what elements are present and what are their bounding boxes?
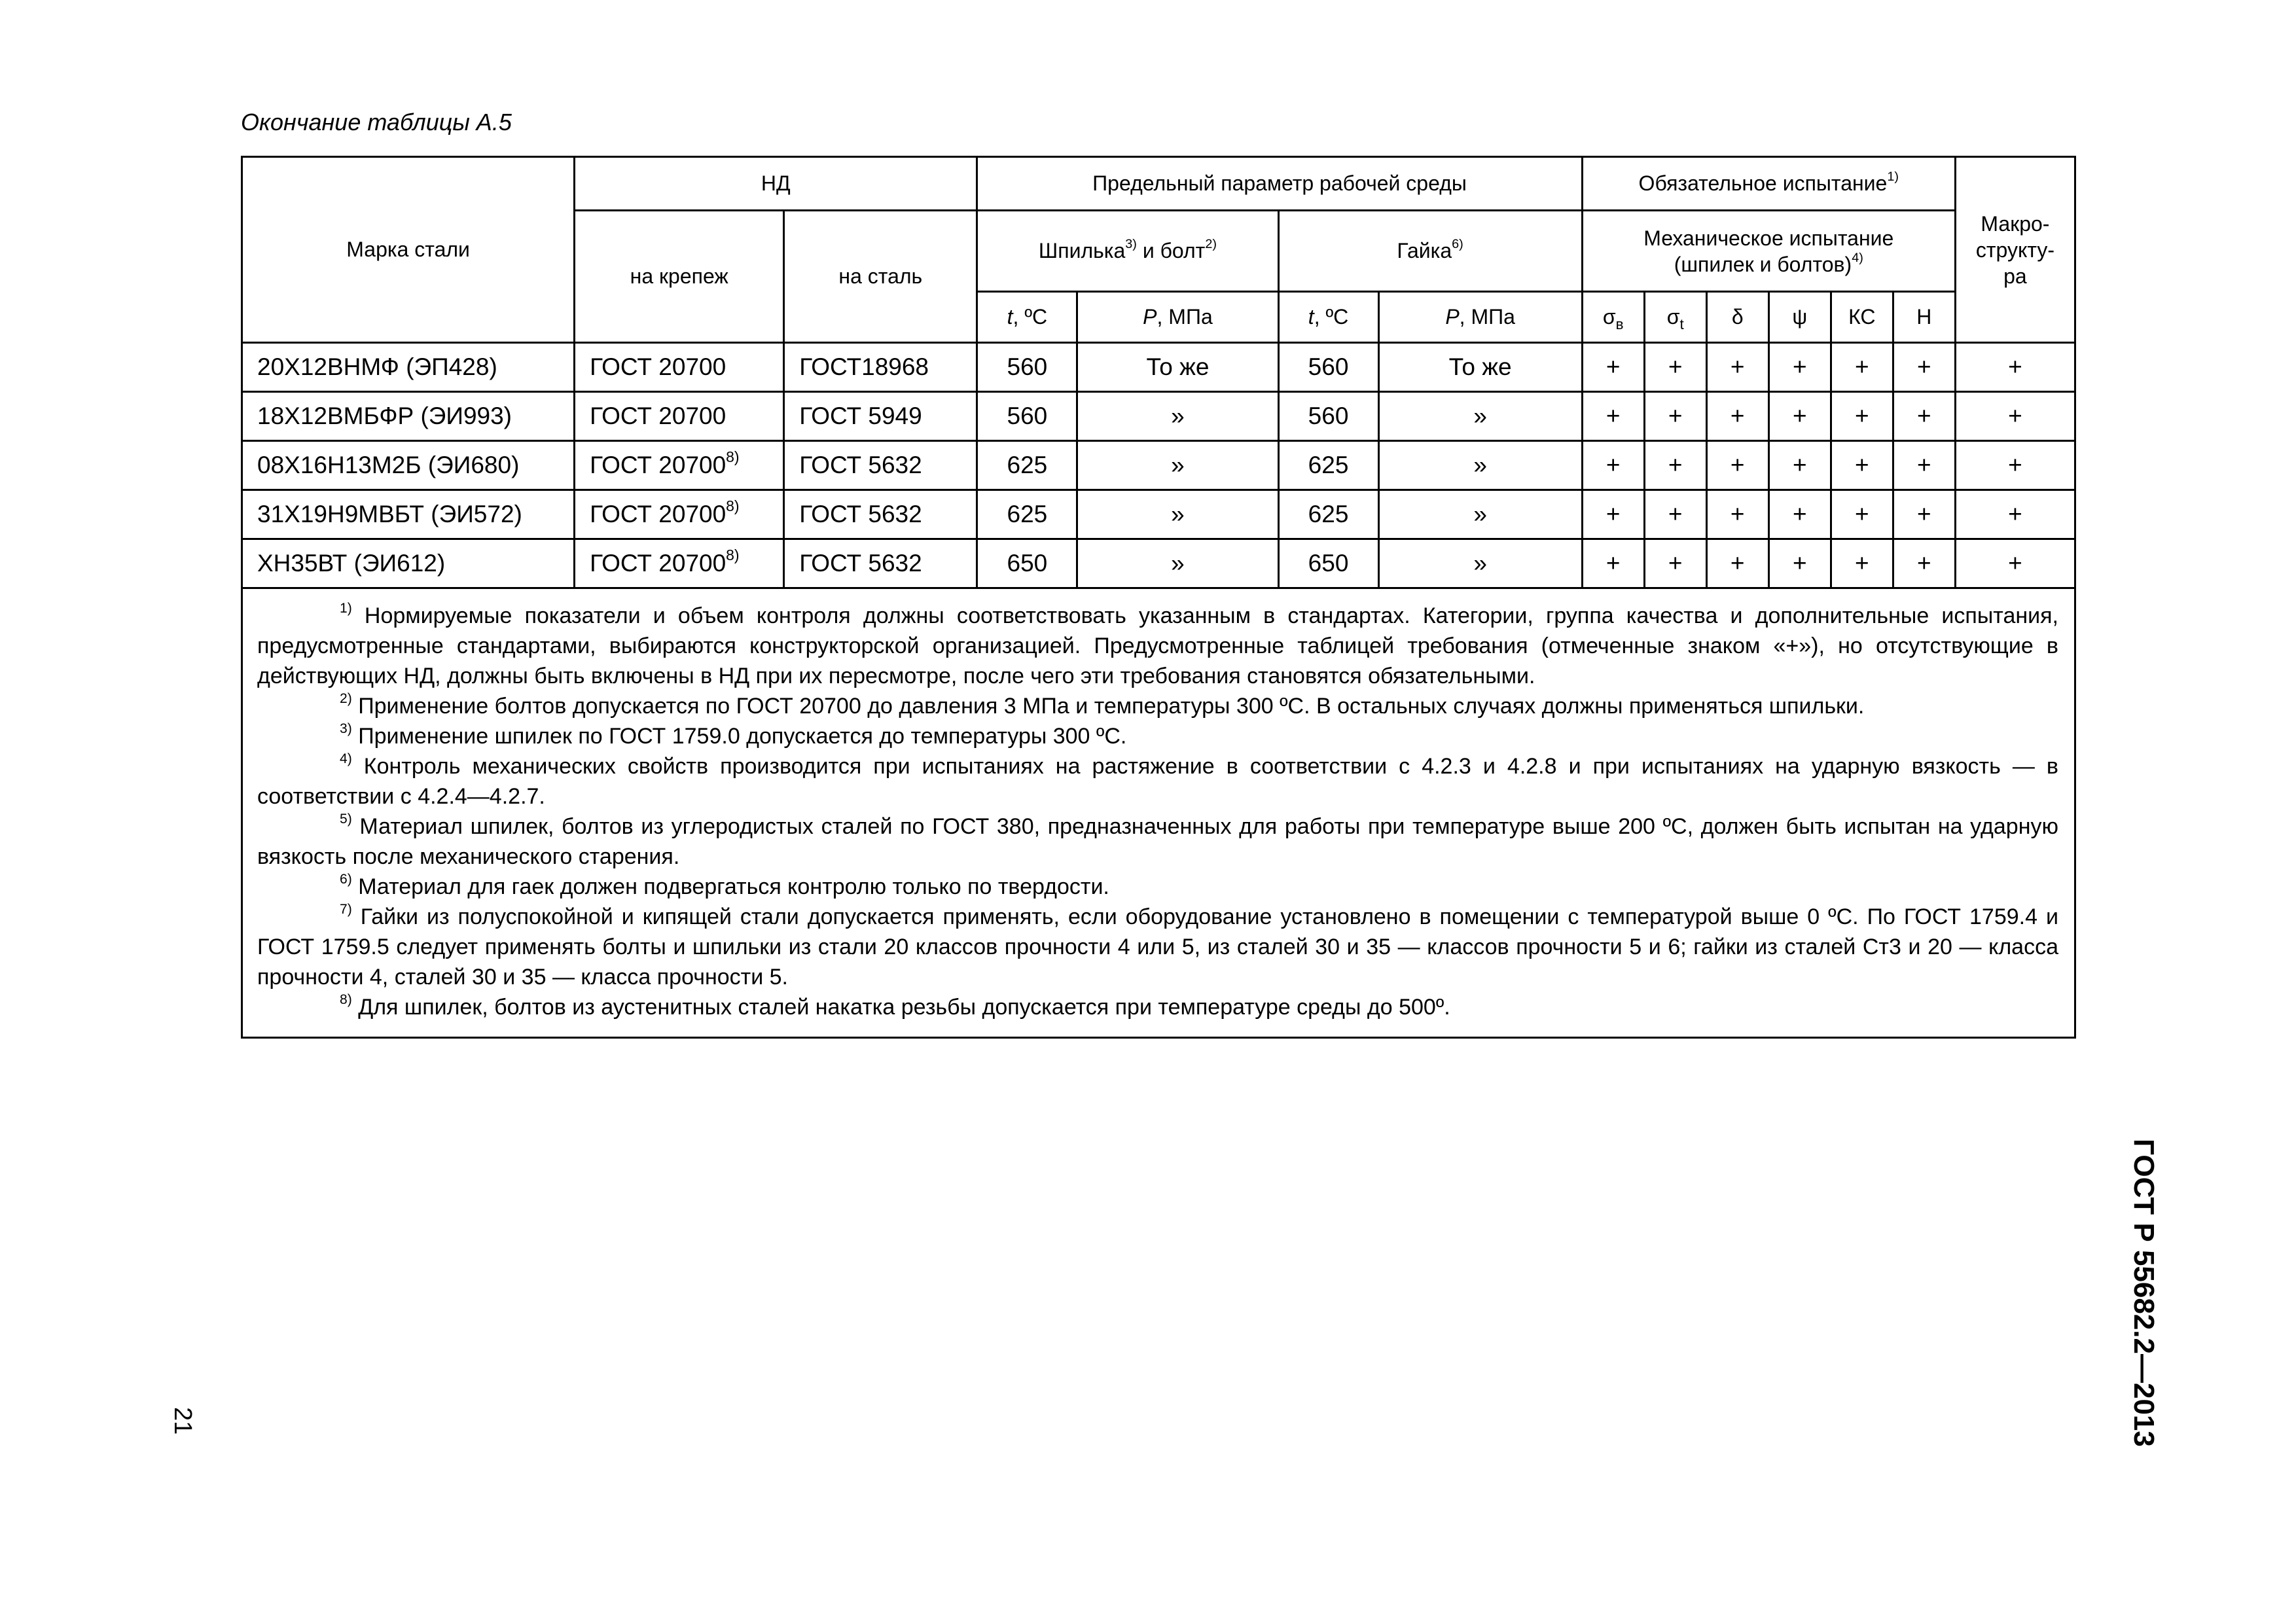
header-sigma-t: $\sigma_t$ bbox=[1644, 292, 1706, 343]
header-mandatory-test: Обязательное испытание$^{1)}$ bbox=[1582, 157, 1955, 211]
footnote: $^{8)}$ Для шпилек, болтов из аустенитных сталей накатка резьбы допускается при температуре среды до 500º. bbox=[340, 992, 1450, 1020]
table-row: 20Х12ВНМФ (ЭП428) ГОСТ 20700 ГОСТ18968 560 То же 560 То же + + + + + + + bbox=[242, 343, 2075, 392]
header-grade: Марка стали bbox=[242, 157, 575, 343]
footnote: $^{5)}$ Материал шпилек, болтов из углеродистых сталей по ГОСТ 380, предназначенных для работы при температуре выше 200 ºС, должен быть испытан на ударную вязкость после механического старения. bbox=[257, 812, 2058, 869]
header-nd-steel: на сталь bbox=[784, 211, 977, 343]
table-row: 31Х19Н9МВБТ (ЭИ572) ГОСТ 20700$^{8)}$ ГОСТ 5632 625 » 625 » + + + + + + + bbox=[242, 490, 2075, 539]
header-nut-p: Р, МПа bbox=[1378, 292, 1582, 343]
header-delta: δ bbox=[1706, 292, 1768, 343]
header-sigma-b: $\sigma_в$ bbox=[1582, 292, 1644, 343]
header-h: Н bbox=[1893, 292, 1955, 343]
table-row: 08Х16Н13М2Б (ЭИ680) ГОСТ 20700$^{8)}$ ГОСТ 5632 625 » 625 » + + + + + + + bbox=[242, 441, 2075, 490]
header-psi: ψ bbox=[1768, 292, 1831, 343]
footnote: $^{1)}$ Нормируемые показатели и объем контроля должны соответствовать указанным в стандартах. Категории, группа качества и дополнительные испытания, предусмотренные стандартами, выбираются конструкторской организацией. Предусмотренные таблицей требования (отмеченные знаком «+»), но отсутствующие в действующих НД, должны быть включены в НД при их пересмотре, после чего эти требования становятся обязательными. bbox=[257, 601, 2058, 688]
table-footnotes bbox=[242, 588, 2075, 1038]
footnote: $^{2)}$ Применение болтов допускается по ГОСТ 20700 до давления 3 МПа и температуры 300 ºС. В остальных случаях должны применяться шпильки. bbox=[340, 691, 1865, 719]
footnote: $^{6)}$ Материал для гаек должен подвергаться контролю только по твердости. bbox=[340, 872, 1109, 899]
header-limit-param: Предельный параметр рабочей среды bbox=[977, 157, 1582, 211]
document-id: ГОСТ Р 55682.2—2013 bbox=[2128, 1139, 2160, 1447]
header-stud-p: Р, МПа bbox=[1077, 292, 1278, 343]
table-row: ХН35ВТ (ЭИ612) ГОСТ 20700$^{8)}$ ГОСТ 5632 650 » 650 » + + + + + + + bbox=[242, 539, 2075, 588]
header-mechanical-test: Механическое испытание (шпилек и болтов)$^{4)}$ bbox=[1582, 211, 1955, 292]
header-nd: НД bbox=[575, 157, 977, 211]
header-ks: КС bbox=[1831, 292, 1893, 343]
footnote: $^{3)}$ Применение шпилек по ГОСТ 1759.0 допускается до температуры 300 ºС. bbox=[340, 721, 1127, 749]
steel-grades-table bbox=[241, 156, 2076, 1039]
header-nut-t: t, ºС bbox=[1278, 292, 1378, 343]
header-stud-bolt: Шпилька$^{3)}$ и болт$^{2)}$ bbox=[977, 211, 1278, 292]
table-caption: Окончание таблицы А.5 bbox=[241, 109, 512, 135]
footnote: $^{7)}$ Гайки из полуспокойной и кипящей стали допускается применять, если оборудование установлено в помещении с температурой выше 0 ºС. По ГОСТ 1759.4 и ГОСТ 1759.5 следует применять болты и шпильки из стали 20 классов прочности 4 или 5, из сталей 30 и 35 — классов прочности 5 и 6; гайки из сталей Ст3 и 20 — класса прочности 4, сталей 30 и 35 — класса прочности 5. bbox=[257, 902, 2058, 990]
header-stud-t: t, ºС bbox=[977, 292, 1077, 343]
header-nut: Гайка$^{6)}$ bbox=[1278, 211, 1582, 292]
table-row: 18Х12ВМБФР (ЭИ993) ГОСТ 20700 ГОСТ 5949 560 » 560 » + + + + + + + bbox=[242, 392, 2075, 441]
page-number: 21 bbox=[169, 1407, 196, 1435]
header-macrostructure: Макро-структу-ра bbox=[1955, 157, 2075, 343]
header-nd-fastener: на крепеж bbox=[575, 211, 784, 343]
footnote: $^{4)}$ Контроль механических свойств производится при испытаниях на растяжение в соответствии с 4.2.3 и 4.2.8 и при испытаниях на ударную вязкость — в соответствии с 4.2.4—4.2.7. bbox=[257, 751, 2058, 809]
